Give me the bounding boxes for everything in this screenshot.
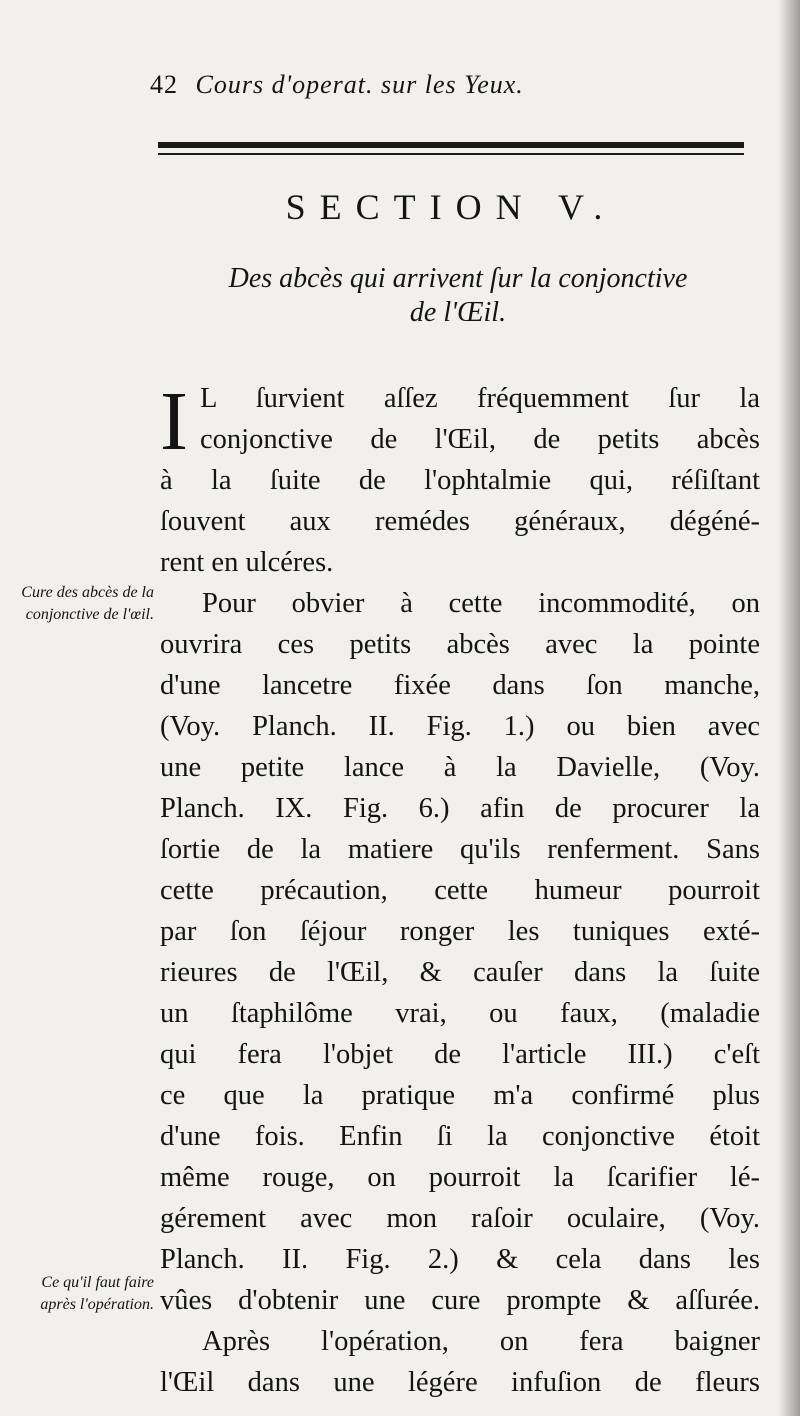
text-line: l'Œil dans une légére infuſion de fleurs — [160, 1367, 760, 1398]
text-line: rieures de l'Œil, & cauſer dans la ſuite — [160, 957, 760, 988]
drop-cap: I — [160, 375, 188, 468]
text-line: Après l'opération, on fera baigner — [202, 1326, 760, 1357]
header-rule-thin — [158, 153, 744, 155]
running-header — [150, 70, 730, 110]
text-line: cette précaution, cette humeur pourroit — [160, 875, 760, 906]
text-line: Planch. II. Fig. 2.) & cela dans les — [160, 1244, 760, 1275]
subtitle-line: Des abcès qui arrivent ſur la conjonctive — [228, 263, 688, 294]
text-line: conjonctive de l'Œil, de petits abcès — [200, 424, 760, 455]
text-line: (Voy. Planch. II. Fig. 1.) ou bien avec — [160, 711, 760, 742]
text-line: d'une lancetre fixée dans ſon manche, — [160, 670, 760, 701]
text-line: gérement avec mon raſoir oculaire, (Voy. — [160, 1203, 760, 1234]
section-title: SECTION V. — [285, 187, 617, 227]
text-line: L ſurvient aſſez fréquemment ſur la — [200, 383, 760, 414]
text-line: rent en ulcéres. — [160, 547, 334, 578]
text-line: qui fera l'objet de l'article III.) c'eſt — [160, 1039, 760, 1070]
text-line: Planch. IX. Fig. 6.) afin de procurer la — [160, 793, 760, 824]
text-line: ſortie de la matiere qu'ils renferment. Sans — [160, 834, 760, 865]
running-title: Cours d'operat. sur les Yeux. — [195, 70, 524, 99]
page-number: 42 — [150, 70, 178, 99]
text-line: Pour obvier à cette incommodité, on — [202, 588, 760, 619]
text-line: même rouge, on pourroit la ſcarifier lé- — [160, 1162, 760, 1193]
text-line: ſouvent aux remédes généraux, dégéné- — [160, 506, 760, 537]
text-line: par ſon ſéjour ronger les tuniques exté- — [160, 916, 760, 947]
page-edge-shadow — [778, 0, 800, 1416]
text-line: d'une fois. Enfin ſi la conjonctive étoit — [160, 1121, 760, 1152]
section-subtitle — [158, 262, 758, 330]
text-line: une petite lance à la Davielle, (Voy. — [160, 752, 760, 783]
text-line: ouvrira ces petits abcès avec la pointe — [160, 629, 760, 660]
header-rule-thick — [158, 142, 744, 148]
text-line: un ſtaphilôme vrai, ou faux, (maladie — [160, 998, 760, 1029]
margin-note-aftercare: Ce qu'il faut faire après l'opération. — [40, 1274, 154, 1313]
body-text — [160, 375, 760, 1403]
subtitle-line: de l'Œil. — [409, 297, 507, 328]
text-line: vûes d'obtenir une cure prompte & aſſurée. — [160, 1285, 760, 1316]
text-line: ce que la pratique m'a confirmé plus — [160, 1080, 760, 1111]
text-line: à la ſuite de l'ophtalmie qui, réſiſtant — [160, 465, 760, 496]
margin-note-cure: Cure des abcès de la conjonctive de l'œil. — [21, 584, 154, 623]
